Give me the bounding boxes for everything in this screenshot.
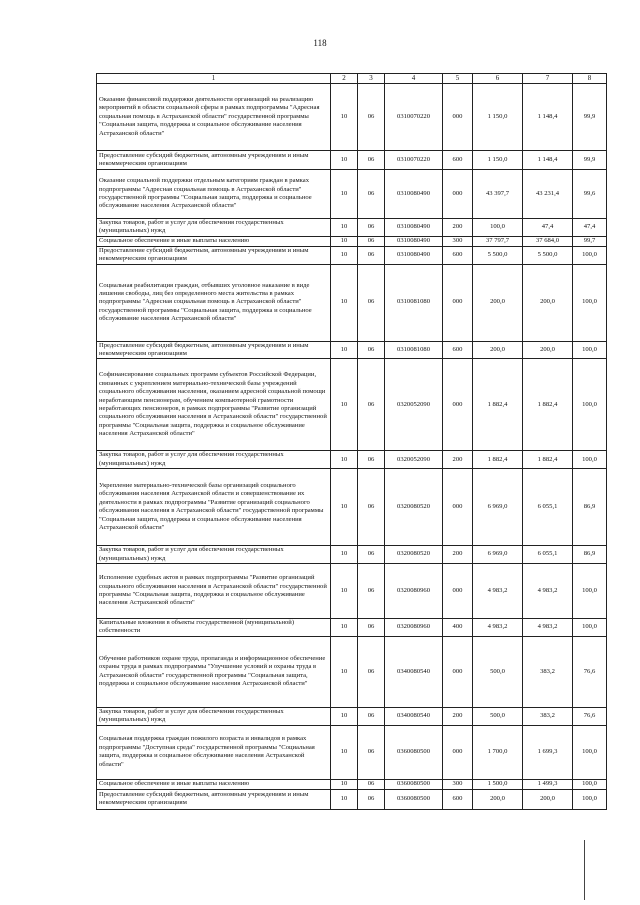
row-description: Закупка товаров, работ и услуг для обеспечения государственных (муниципальных) нужд [97, 451, 331, 469]
row-percent: 86,9 [573, 469, 607, 546]
row-planned: 200,0 [473, 789, 523, 809]
header-cell: 3 [358, 74, 385, 84]
row-planned: 500,0 [473, 707, 523, 725]
row-section: 10 [331, 779, 358, 789]
row-percent: 76,6 [573, 636, 607, 707]
row-expense-type: 200 [443, 219, 473, 237]
row-subsection: 06 [358, 451, 385, 469]
row-expense-type: 000 [443, 725, 473, 779]
table-row [97, 236, 607, 246]
row-description: Предоставление субсидий бюджетным, автономным учреждениям и иным некоммерческим организациям [97, 151, 331, 170]
row-executed: 6 055,1 [523, 469, 573, 546]
row-section: 10 [331, 341, 358, 359]
row-planned: 100,0 [473, 219, 523, 237]
row-executed: 1 499,3 [523, 779, 573, 789]
table-row [97, 619, 607, 637]
row-section: 10 [331, 359, 358, 451]
row-expense-type: 000 [443, 359, 473, 451]
row-section: 10 [331, 789, 358, 809]
row-description: Оказание социальной поддержки отдельным категориям граждан в рамках подпрограммы "Адресная социальная помощь в Астраханской области" государственной программы "Социальная защита, поддержка и социальное обслуживание населения Астраханской области" [97, 170, 331, 219]
header-cell: 8 [573, 74, 607, 84]
row-target-code: 0310070220 [385, 151, 443, 170]
row-section: 10 [331, 264, 358, 341]
row-executed: 1 699,3 [523, 725, 573, 779]
row-target-code: 0310070220 [385, 84, 443, 151]
row-executed: 1 148,4 [523, 151, 573, 170]
row-percent: 100,0 [573, 359, 607, 451]
row-subsection: 06 [358, 151, 385, 170]
row-percent: 86,9 [573, 546, 607, 564]
row-planned: 1 150,0 [473, 151, 523, 170]
row-description: Софинансирование социальных программ субъектов Российской Федерации, связанных с укреплением материально-технической базы учреждений социального обслуживания населения, оказанием адресной социальной помощи неработающим пенсионерам, обучением компьютерной грамотности неработающих пенсионеров, в рамках подпрограммы "Развитие организаций социального обслуживания населения в Астраханской области" государственной программы "Социальная защита, поддержка и социальное обслуживание населения Астраханской области" [97, 359, 331, 451]
row-description: Закупка товаров, работ и услуг для обеспечения государственных (муниципальных) нужд [97, 219, 331, 237]
row-description: Социальная поддержка граждан пожилого возраста и инвалидов в рамках подпрограммы "Доступная среда" государственной программы "Социальная защита, поддержка и социальное обслуживание населения Астраханской области" [97, 725, 331, 779]
row-expense-type: 000 [443, 564, 473, 619]
row-executed: 200,0 [523, 341, 573, 359]
table-row [97, 84, 607, 151]
budget-table [96, 73, 607, 810]
row-executed: 47,4 [523, 219, 573, 237]
table-row [97, 707, 607, 725]
row-target-code: 0360080500 [385, 779, 443, 789]
header-cell: 6 [473, 74, 523, 84]
row-description: Социальное обеспечение и иные выплаты населению [97, 779, 331, 789]
table-row [97, 469, 607, 546]
row-executed: 6 055,1 [523, 546, 573, 564]
row-planned: 500,0 [473, 636, 523, 707]
row-expense-type: 300 [443, 236, 473, 246]
row-section: 10 [331, 170, 358, 219]
row-expense-type: 200 [443, 451, 473, 469]
row-description: Предоставление субсидий бюджетным, автономным учреждениям и иным некоммерческим организациям [97, 341, 331, 359]
row-subsection: 06 [358, 564, 385, 619]
row-subsection: 06 [358, 359, 385, 451]
row-description: Закупка товаров, работ и услуг для обеспечения государственных (муниципальных) нужд [97, 707, 331, 725]
row-description: Предоставление субсидий бюджетным, автономным учреждениям и иным некоммерческим организациям [97, 246, 331, 264]
row-subsection: 06 [358, 619, 385, 637]
page-number: 118 [313, 38, 327, 48]
row-target-code: 0320052090 [385, 359, 443, 451]
table-row [97, 725, 607, 779]
row-description: Предоставление субсидий бюджетным, автономным учреждениям и иным некоммерческим организациям [97, 789, 331, 809]
row-expense-type: 600 [443, 151, 473, 170]
table-row [97, 636, 607, 707]
row-subsection: 06 [358, 246, 385, 264]
row-expense-type: 600 [443, 341, 473, 359]
row-percent: 47,4 [573, 219, 607, 237]
row-planned: 5 500,0 [473, 246, 523, 264]
row-target-code: 0310080490 [385, 170, 443, 219]
row-target-code: 0340080540 [385, 636, 443, 707]
row-target-code: 0320080520 [385, 469, 443, 546]
table-row [97, 151, 607, 170]
row-target-code: 0310081080 [385, 264, 443, 341]
row-executed: 4 983,2 [523, 619, 573, 637]
row-target-code: 0320080960 [385, 564, 443, 619]
row-section: 10 [331, 246, 358, 264]
row-planned: 6 969,0 [473, 469, 523, 546]
row-target-code: 0310080490 [385, 246, 443, 264]
row-executed: 5 500,0 [523, 246, 573, 264]
row-executed: 1 882,4 [523, 451, 573, 469]
table-row [97, 564, 607, 619]
row-percent: 76,6 [573, 707, 607, 725]
table-row [97, 779, 607, 789]
row-subsection: 06 [358, 789, 385, 809]
row-percent: 100,0 [573, 564, 607, 619]
row-target-code: 0360080500 [385, 789, 443, 809]
row-planned: 37 797,7 [473, 236, 523, 246]
row-executed: 1 148,4 [523, 84, 573, 151]
row-description: Капитальные вложения в объекты государственной (муниципальной) собственности [97, 619, 331, 637]
row-description: Оказание финансовой поддержки деятельности организаций на реализацию мероприятий в области социальной сферы в рамках подпрограммы "Адресная социальная помощь в Астраханской области" государственной программы "Социальная защита, поддержка и социальное обслуживание населения Астраханской области" [97, 84, 331, 151]
row-percent: 100,0 [573, 341, 607, 359]
table-row [97, 219, 607, 237]
row-section: 10 [331, 236, 358, 246]
row-subsection: 06 [358, 84, 385, 151]
row-target-code: 0340080540 [385, 707, 443, 725]
row-subsection: 06 [358, 469, 385, 546]
row-percent: 99,7 [573, 236, 607, 246]
row-section: 10 [331, 636, 358, 707]
table-row [97, 264, 607, 341]
row-planned: 1 500,0 [473, 779, 523, 789]
row-section: 10 [331, 151, 358, 170]
row-expense-type: 300 [443, 779, 473, 789]
row-section: 10 [331, 84, 358, 151]
row-planned: 1 150,0 [473, 84, 523, 151]
row-subsection: 06 [358, 236, 385, 246]
table-row [97, 789, 607, 809]
row-subsection: 06 [358, 546, 385, 564]
row-subsection: 06 [358, 264, 385, 341]
row-expense-type: 600 [443, 246, 473, 264]
row-planned: 4 983,2 [473, 619, 523, 637]
row-description: Обучение работников охране труда, пропаганда и информационное обеспечение охраны труда в рамках подпрограммы "Улучшение условий и охраны труда в Астраханской области" государственной программы "Социальная защита, поддержка и социальное обслуживание населения Астраханской области" [97, 636, 331, 707]
row-percent: 100,0 [573, 246, 607, 264]
row-section: 10 [331, 451, 358, 469]
row-section: 10 [331, 564, 358, 619]
row-percent: 100,0 [573, 264, 607, 341]
row-description: Укрепление материально-технической базы организаций социального обслуживания населения Астраханской области и совершенствование их деятельности в рамках подпрограммы "Развитие организаций социального обслуживания населения в Астраханской области" государственной программы "Социальная защита, поддержка и социальное обслуживание населения Астраханской области" [97, 469, 331, 546]
table-row [97, 359, 607, 451]
row-executed: 43 231,4 [523, 170, 573, 219]
row-description: Социальное обеспечение и иные выплаты населению [97, 236, 331, 246]
row-expense-type: 000 [443, 469, 473, 546]
row-planned: 1 882,4 [473, 451, 523, 469]
row-expense-type: 400 [443, 619, 473, 637]
table-row [97, 170, 607, 219]
table-row [97, 246, 607, 264]
row-expense-type: 000 [443, 264, 473, 341]
row-executed: 4 983,2 [523, 564, 573, 619]
row-percent: 99,9 [573, 84, 607, 151]
row-planned: 6 969,0 [473, 546, 523, 564]
row-section: 10 [331, 707, 358, 725]
row-expense-type: 000 [443, 170, 473, 219]
row-target-code: 0320080520 [385, 546, 443, 564]
table-row [97, 546, 607, 564]
row-percent: 100,0 [573, 725, 607, 779]
row-planned: 4 983,2 [473, 564, 523, 619]
header-cell: 7 [523, 74, 573, 84]
header-cell: 5 [443, 74, 473, 84]
row-subsection: 06 [358, 341, 385, 359]
row-target-code: 0360080500 [385, 725, 443, 779]
row-planned: 43 397,7 [473, 170, 523, 219]
row-section: 10 [331, 725, 358, 779]
table-row [97, 341, 607, 359]
row-section: 10 [331, 469, 358, 546]
row-planned: 1 700,0 [473, 725, 523, 779]
row-description: Исполнение судебных актов в рамках подпрограммы "Развитие организаций социального обслуживания населения в Астраханской области" государственной программы "Социальная защита, поддержка и социальное обслуживание населения Астраханской области" [97, 564, 331, 619]
row-description: Социальная реабилитация граждан, отбывших уголовное наказание в виде лишения свободы, лиц без определенного места жительства в рамках подпрограммы "Адресная социальная помощь в Астраханской области" государственной программы "Социальная защита, поддержка и социальное обслуживание населения Астраханской области" [97, 264, 331, 341]
row-subsection: 06 [358, 707, 385, 725]
row-percent: 100,0 [573, 619, 607, 637]
row-percent: 100,0 [573, 779, 607, 789]
header-cell: 2 [331, 74, 358, 84]
row-target-code: 0310081080 [385, 341, 443, 359]
row-percent: 99,9 [573, 151, 607, 170]
row-percent: 100,0 [573, 789, 607, 809]
row-executed: 37 684,0 [523, 236, 573, 246]
row-subsection: 06 [358, 636, 385, 707]
row-section: 10 [331, 619, 358, 637]
header-row [97, 74, 607, 84]
table-row [97, 451, 607, 469]
row-expense-type: 000 [443, 84, 473, 151]
row-executed: 200,0 [523, 264, 573, 341]
row-expense-type: 000 [443, 636, 473, 707]
row-subsection: 06 [358, 219, 385, 237]
row-planned: 1 882,4 [473, 359, 523, 451]
row-percent: 100,0 [573, 451, 607, 469]
row-section: 10 [331, 219, 358, 237]
row-target-code: 0310080490 [385, 219, 443, 237]
row-subsection: 06 [358, 170, 385, 219]
header-cell: 4 [385, 74, 443, 84]
row-percent: 99,6 [573, 170, 607, 219]
row-subsection: 06 [358, 725, 385, 779]
row-expense-type: 600 [443, 789, 473, 809]
row-executed: 383,2 [523, 707, 573, 725]
row-section: 10 [331, 546, 358, 564]
row-planned: 200,0 [473, 264, 523, 341]
row-executed: 200,0 [523, 789, 573, 809]
margin-line [584, 840, 585, 900]
header-cell: 1 [97, 74, 331, 84]
row-subsection: 06 [358, 779, 385, 789]
row-description: Закупка товаров, работ и услуг для обеспечения государственных (муниципальных) нужд [97, 546, 331, 564]
row-target-code: 0310080490 [385, 236, 443, 246]
row-executed: 1 882,4 [523, 359, 573, 451]
row-expense-type: 200 [443, 707, 473, 725]
row-target-code: 0320080960 [385, 619, 443, 637]
row-expense-type: 200 [443, 546, 473, 564]
row-executed: 383,2 [523, 636, 573, 707]
row-target-code: 0320052090 [385, 451, 443, 469]
row-planned: 200,0 [473, 341, 523, 359]
